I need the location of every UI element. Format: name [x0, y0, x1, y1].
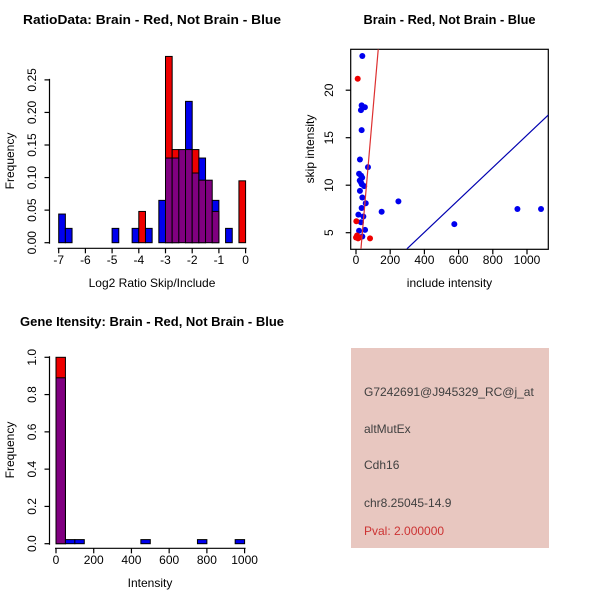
y-tick-label: 0.05 — [25, 198, 39, 222]
data-point-blue — [451, 221, 457, 227]
x-axis-label: Intensity — [127, 576, 173, 590]
hist-bar — [65, 540, 74, 544]
hist-bar — [179, 150, 186, 243]
y-tick-label: 0.4 — [25, 460, 39, 478]
y-tick-label: 0.6 — [25, 423, 39, 441]
y-tick-label: 20 — [322, 83, 336, 97]
data-point-red — [367, 235, 373, 241]
genome-location-text: chr8.25045-14.9 — [364, 496, 452, 510]
ratio-histogram-chart — [0, 0, 300, 300]
x-tick-label: 0 — [242, 253, 249, 267]
x-tick-label: -1 — [213, 253, 225, 267]
x-tick-label: 0 — [352, 253, 360, 267]
data-point-blue — [357, 188, 363, 194]
y-tick-label: 0.20 — [25, 100, 39, 125]
y-tick-label: 0.00 — [25, 231, 39, 255]
data-point-blue — [359, 127, 365, 133]
data-point-blue — [538, 206, 544, 212]
data-point-blue — [395, 198, 401, 204]
pval-text: Pval: 2.000000 — [364, 524, 445, 538]
info-panel-quadrant — [300, 300, 600, 600]
hist-bar-overlap — [56, 378, 65, 544]
x-tick-label: 0 — [52, 553, 60, 567]
scatter-quadrant — [300, 0, 600, 300]
x-tick-label: -4 — [133, 253, 145, 267]
y-tick-label: 0.25 — [25, 68, 39, 92]
chart-title: Gene Itensity: Brain - Red, Not Brain - Blue — [20, 314, 284, 329]
event-type-text: altMutEx — [364, 422, 411, 436]
hist-bar-overlap — [172, 158, 179, 243]
hist-bar-overlap — [212, 211, 219, 242]
not-brain-fit-line — [407, 115, 548, 249]
data-point-red — [354, 233, 360, 239]
hist-bar — [132, 228, 139, 242]
histogram-bars — [59, 56, 246, 242]
data-point-blue — [359, 195, 365, 201]
y-tick-label: 0.0 — [25, 535, 39, 553]
plot-frame — [351, 49, 549, 249]
x-tick-label: 1000 — [231, 553, 258, 567]
data-point-blue — [379, 209, 385, 215]
hist-bar — [145, 228, 152, 242]
gene-intensity-quadrant — [0, 300, 300, 600]
data-point-blue — [357, 157, 363, 163]
y-tick-label: 1.0 — [25, 348, 39, 366]
hist-bar-overlap — [199, 180, 206, 243]
chart-title: Brain - Red, Not Brain - Blue — [363, 12, 536, 27]
x-tick-label: 200 — [380, 253, 401, 267]
y-tick-label: 0.8 — [25, 386, 39, 403]
x-tick-label: 600 — [159, 553, 180, 567]
gene-name-text: Cdh16 — [364, 458, 400, 472]
data-point-blue — [363, 200, 369, 206]
x-tick-label: -3 — [160, 253, 171, 267]
hist-bar — [141, 540, 150, 544]
hist-bar-overlap — [166, 158, 173, 243]
gene-intensity-histogram-chart — [0, 300, 300, 600]
hist-bar — [59, 214, 66, 243]
x-tick-label: 800 — [482, 253, 503, 267]
data-point-blue — [514, 206, 520, 212]
x-tick-label: 600 — [448, 253, 469, 267]
histogram-bars — [56, 357, 245, 543]
hist-bar — [139, 211, 146, 242]
hist-bar — [159, 200, 166, 242]
hist-bar — [239, 181, 246, 243]
y-axis-label: Frequency — [3, 421, 17, 479]
x-tick-label: -2 — [186, 253, 198, 267]
x-tick-label: 200 — [83, 553, 104, 567]
y-tick-label: 0.10 — [25, 165, 39, 190]
y-tick-label: 15 — [322, 131, 336, 145]
data-point-blue — [359, 53, 365, 59]
y-axis-label: skip intensity — [303, 114, 317, 184]
hist-bar — [65, 228, 72, 242]
hist-bar — [75, 540, 84, 544]
hist-bar — [112, 228, 119, 242]
x-tick-label: 400 — [414, 253, 435, 267]
probe-id-text: G7242691@J945329_RC@j_at — [364, 385, 534, 399]
data-point-blue — [358, 107, 364, 113]
x-tick-label: -6 — [80, 253, 91, 267]
x-tick-label: -7 — [53, 253, 65, 267]
data-point-red — [355, 76, 361, 82]
hist-bar — [206, 180, 213, 243]
hist-bar — [235, 540, 244, 544]
y-axis-label: Frequency — [3, 132, 17, 190]
chart-title: RatioData: Brain - Red, Not Brain - Blue — [23, 12, 281, 27]
x-axis-label: include intensity — [406, 276, 493, 290]
x-tick-label: 400 — [121, 553, 142, 567]
x-tick-label: 800 — [196, 553, 217, 567]
y-tick-label: 0.2 — [25, 498, 39, 515]
info-panel — [351, 348, 549, 548]
brain-fit-line — [361, 49, 378, 249]
y-tick-label: 5 — [322, 229, 336, 237]
hist-bar-overlap — [192, 173, 199, 243]
x-tick-label: 1000 — [513, 253, 541, 267]
y-tick-label: 10 — [322, 178, 336, 192]
x-axis-label: Log2 Ratio Skip/Include — [88, 276, 216, 290]
hist-bar — [226, 228, 233, 242]
hist-bar-overlap — [186, 150, 193, 243]
hist-bar — [197, 540, 206, 544]
intensity-scatter-chart — [300, 0, 600, 300]
scatter-plot-area — [353, 49, 548, 249]
x-tick-label: -5 — [106, 253, 118, 267]
ratio-histogram-quadrant — [0, 0, 300, 300]
data-point-red — [353, 218, 359, 224]
y-tick-label: 0.15 — [25, 133, 39, 157]
